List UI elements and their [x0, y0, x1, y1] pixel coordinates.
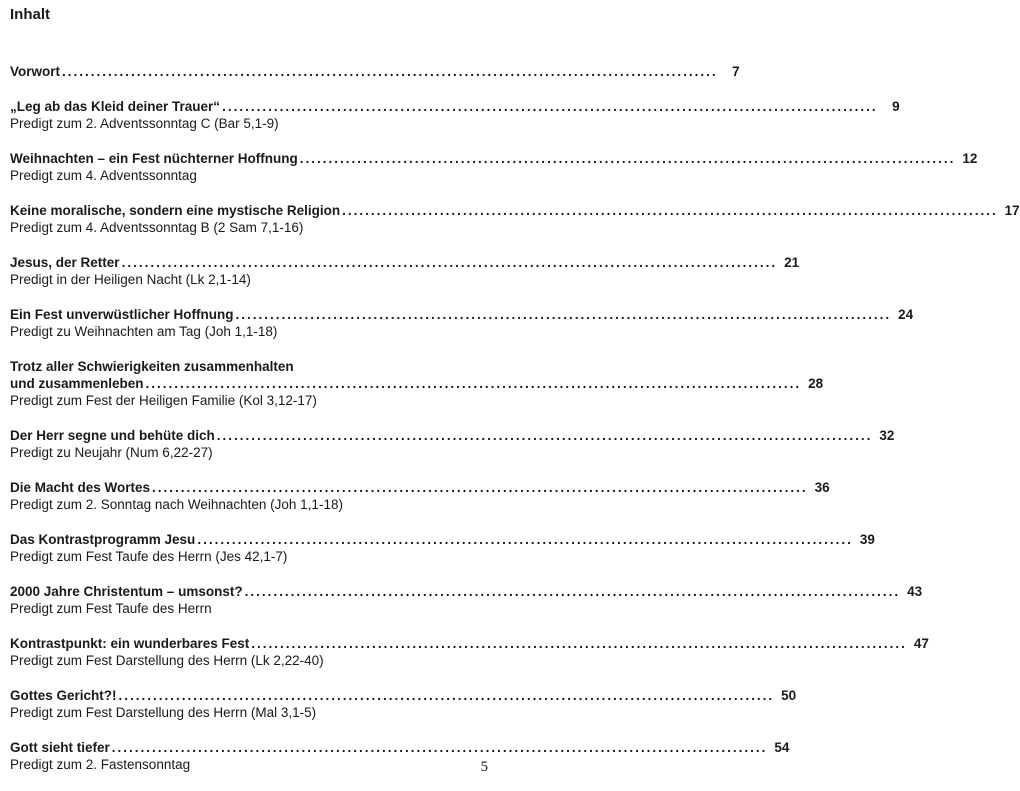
entry-page-number: 36: [814, 480, 830, 495]
entry-page-number: 43: [907, 584, 923, 599]
dot-leader: ..................................................................................................................: [222, 99, 878, 114]
entry-subtitle: Predigt zu Neujahr (Num 6,22-27): [10, 445, 213, 460]
entry-title: Die Macht des Wortes: [10, 480, 151, 495]
entry-title: Gott sieht tiefer: [10, 740, 110, 755]
toc-entry[interactable]: [10, 427, 895, 461]
entry-title: Der Herr segne und behüte dich: [10, 428, 215, 443]
dot-leader: ..................................................................................................................: [152, 480, 808, 495]
entry-title-row: [10, 635, 929, 652]
toc-entry[interactable]: [10, 306, 914, 340]
entry-subtitle: Predigt in der Heiligen Nacht (Lk 2,1-14): [10, 272, 251, 287]
entry-page-number: 54: [774, 740, 790, 755]
entry-subtitle: Predigt zum 4. Adventssonntag B (2 Sam 7,1-16): [10, 220, 304, 235]
entry-title-row: [10, 583, 923, 600]
entry-title: Keine moralische, sondern eine mystische Religion: [10, 203, 341, 218]
entry-subtitle: Predigt zum 4. Adventssonntag: [10, 168, 197, 183]
entry-page-number: 50: [781, 688, 797, 703]
toc-entry[interactable]: [10, 63, 740, 80]
entry-title-row: [10, 306, 914, 323]
entry-page-number: 32: [879, 428, 895, 443]
entry-title-row: [10, 150, 978, 167]
dot-leader: ..................................................................................................................: [62, 64, 718, 79]
entry-title-row: [10, 739, 790, 756]
entry-title-row: [10, 479, 830, 496]
entry-title: Gottes Gericht?!: [10, 688, 117, 703]
entry-page-number: 28: [808, 376, 824, 391]
toc-entry[interactable]: [10, 635, 929, 669]
dot-leader: ..................................................................................................................: [118, 688, 775, 703]
toc-entry[interactable]: [10, 531, 875, 565]
entry-title: Jesus, der Retter: [10, 255, 120, 270]
entry-title-row: [10, 687, 797, 704]
toc-entry[interactable]: [10, 739, 790, 773]
toc-entry[interactable]: [10, 254, 800, 288]
entry-title-row: [10, 427, 895, 444]
entry-subtitle: Predigt zum Fest Taufe des Herrn (Jes 42,1-7): [10, 549, 288, 564]
entry-title-row: [10, 98, 900, 115]
toc-entry[interactable]: [10, 202, 1020, 236]
entry-subtitle: Predigt zu Weihnachten am Tag (Joh 1,1-18): [10, 324, 278, 339]
entry-title: Das Kontrastprogramm Jesu: [10, 532, 196, 547]
entry-page-number: 7: [732, 64, 740, 79]
dot-leader: ..................................................................................................................: [111, 740, 768, 755]
entry-page-number: 21: [784, 255, 800, 270]
entry-title: Weihnachten – ein Fest nüchterner Hoffnung: [10, 151, 298, 166]
entry-page-number: 9: [892, 99, 900, 114]
entry-title-row: [10, 254, 800, 271]
entry-title-row: [10, 202, 1020, 219]
toc-entry[interactable]: [10, 479, 830, 513]
entry-title-row: [10, 63, 740, 80]
entry-title-row: [10, 531, 875, 548]
dot-leader: ..................................................................................................................: [251, 636, 907, 651]
entry-title: „Leg ab das Kleid deiner Trauer“: [10, 99, 221, 114]
toc-entry[interactable]: [10, 583, 923, 617]
entry-subtitle: Predigt zum Fest Darstellung des Herrn (Lk 2,22-40): [10, 653, 324, 668]
entry-title: und zusammenleben: [10, 376, 144, 391]
entry-page-number: 47: [913, 636, 929, 651]
entry-page-number: 12: [962, 151, 978, 166]
entry-subtitle: Predigt zum 2. Sonntag nach Weihnachten (Joh 1,1-18): [10, 497, 343, 512]
dot-leader: ..................................................................................................................: [235, 307, 892, 322]
dot-leader: ..................................................................................................................: [197, 532, 853, 547]
dot-leader: ..................................................................................................................: [342, 203, 998, 218]
entry-title-line: Trotz aller Schwierigkeiten zusammenhalten: [10, 359, 294, 374]
toc-list: [10, 63, 1020, 791]
entry-page-number: 17: [1004, 203, 1020, 218]
entry-page-number: 39: [859, 532, 875, 547]
entry-subtitle: Predigt zum Fest Darstellung des Herrn (Mal 3,1-5): [10, 705, 317, 720]
toc-entry[interactable]: [10, 150, 978, 184]
toc-entry[interactable]: [10, 687, 797, 721]
toc-entry[interactable]: [10, 98, 900, 132]
dot-leader: ..................................................................................................................: [145, 376, 802, 391]
entry-subtitle: Predigt zum 2. Fastensonntag: [10, 757, 191, 772]
page-heading: Inhalt: [10, 6, 50, 23]
dot-leader: ..................................................................................................................: [299, 151, 956, 166]
dot-leader: ..................................................................................................................: [121, 255, 778, 270]
entry-title-row: [10, 375, 824, 392]
page-number: 5: [480, 759, 488, 775]
entry-title: Vorwort: [10, 64, 60, 79]
dot-leader: ..................................................................................................................: [244, 584, 901, 599]
entry-title: Kontrastpunkt: ein wunderbares Fest: [10, 636, 250, 651]
entry-title: 2000 Jahre Christentum – umsonst?: [10, 584, 243, 599]
entry-page-number: 24: [898, 307, 914, 322]
entry-subtitle: Predigt zum Fest der Heiligen Familie (Kol 3,12-17): [10, 393, 317, 408]
toc-entry[interactable]: [10, 358, 824, 409]
entry-title: Ein Fest unverwüstlicher Hoffnung: [10, 307, 234, 322]
entry-subtitle: Predigt zum Fest Taufe des Herrn: [10, 601, 212, 616]
dot-leader: ..................................................................................................................: [216, 428, 873, 443]
entry-subtitle: Predigt zum 2. Adventssonntag C (Bar 5,1-9): [10, 116, 279, 131]
